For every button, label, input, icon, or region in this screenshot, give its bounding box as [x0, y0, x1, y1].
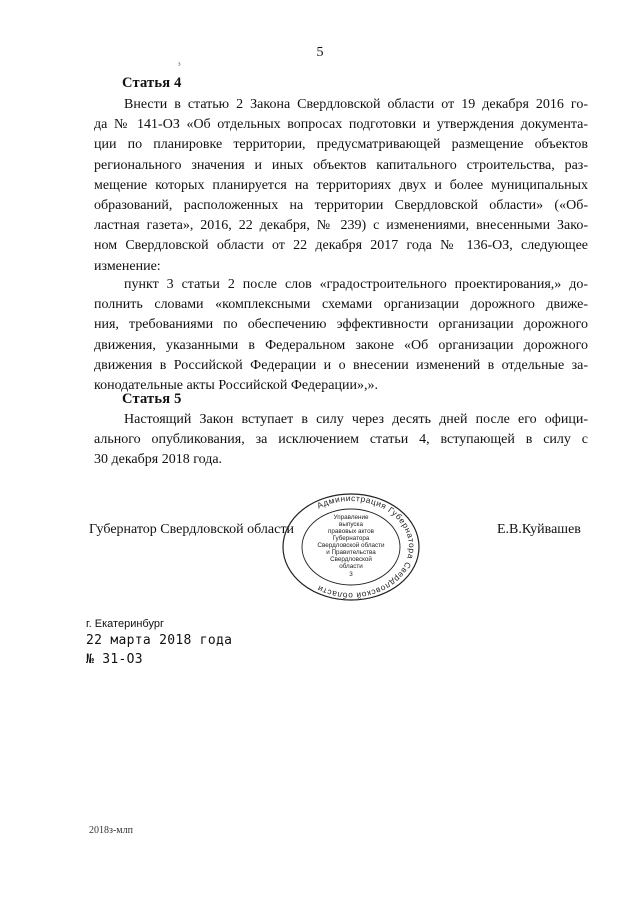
seal-outer-text: Администрация Губернатора Свердловской области — [315, 492, 418, 602]
page-number: 5 — [316, 45, 324, 60]
text-line: регионального значения и иных объектов капитального строительства, раз- — [94, 157, 588, 173]
text-line: Настоящий Закон вступает в силу через десять дней после его офици- — [124, 412, 588, 427]
text-line: Внести в статью 2 Закона Свердловской области от 19 декабря 2016 го- — [124, 97, 588, 112]
text-line: полнить словами «комплексными схемами организации дорожного движе- — [94, 297, 588, 313]
text-line: движения в Российской Федерации и о внесении изменений в отдельные за- — [94, 357, 588, 373]
seal-line: Свердловской области — [317, 542, 385, 549]
seal-line: Губернатора — [332, 535, 370, 542]
seal-line: выпуска — [339, 521, 363, 528]
stray-mark: ᵌ — [178, 60, 181, 71]
text-line: ния, требованиями по обеспечению эффективности организации дорожного — [94, 317, 588, 333]
date-label: 22 марта 2018 года — [86, 633, 233, 648]
law-number: № 31-ОЗ — [86, 652, 143, 667]
article-4-heading: Статья 4 — [122, 75, 182, 91]
seal-line: области — [339, 563, 363, 570]
footer-code: 2018з-млп — [89, 825, 133, 836]
seal-line: Свердловской — [330, 556, 372, 563]
text-line: движения, указанными в Федеральном законе «Об организации дорожного — [94, 337, 588, 353]
governor-title: Губернатор Свердловской области — [89, 522, 294, 537]
seal-line: и Правительства — [326, 549, 376, 556]
seal-line: Управление — [333, 514, 369, 521]
text-line: пункт 3 статьи 2 после слов «градостроительного проектирования,» до- — [124, 277, 588, 292]
official-seal — [278, 492, 424, 602]
seal-line: правовых актов — [328, 528, 374, 535]
text-line: изменение: — [94, 258, 161, 274]
article-4-paragraph-1 — [94, 95, 588, 277]
article-5-paragraph-1 — [94, 410, 588, 471]
text-line: образований, расположенных на территории Свердловской области» («Об- — [94, 198, 588, 214]
city-label: г. Екатеринбург — [86, 618, 164, 630]
text-line: ального опубликования, за исключением статьи 4, вступающей в силу с — [94, 432, 588, 448]
text-line: ластная газета», 2016, 22 декабря, № 239) с изменениями, внесенными Зако- — [94, 218, 588, 234]
text-line: ции по планировке территории, предусматривающей размещение объектов — [94, 137, 588, 153]
text-line: ном Свердловской области от 22 декабря 2017 года № 136-ОЗ, следующее — [94, 238, 588, 254]
signer-name: Е.В.Куйвашев — [497, 522, 581, 537]
article-4-paragraph-2 — [94, 275, 588, 396]
text-line: да № 141-ОЗ «Об отдельных вопросах подготовки и утверждения документа- — [94, 117, 588, 133]
text-line: конодательные акты Российской Федерации»,». — [94, 378, 378, 394]
text-line: мещение которых планируется на территориях двух и более муниципальных — [94, 177, 588, 193]
text-line: 30 декабря 2018 года. — [94, 452, 223, 468]
seal-line: 3 — [349, 571, 353, 578]
article-5-heading: Статья 5 — [122, 391, 182, 407]
